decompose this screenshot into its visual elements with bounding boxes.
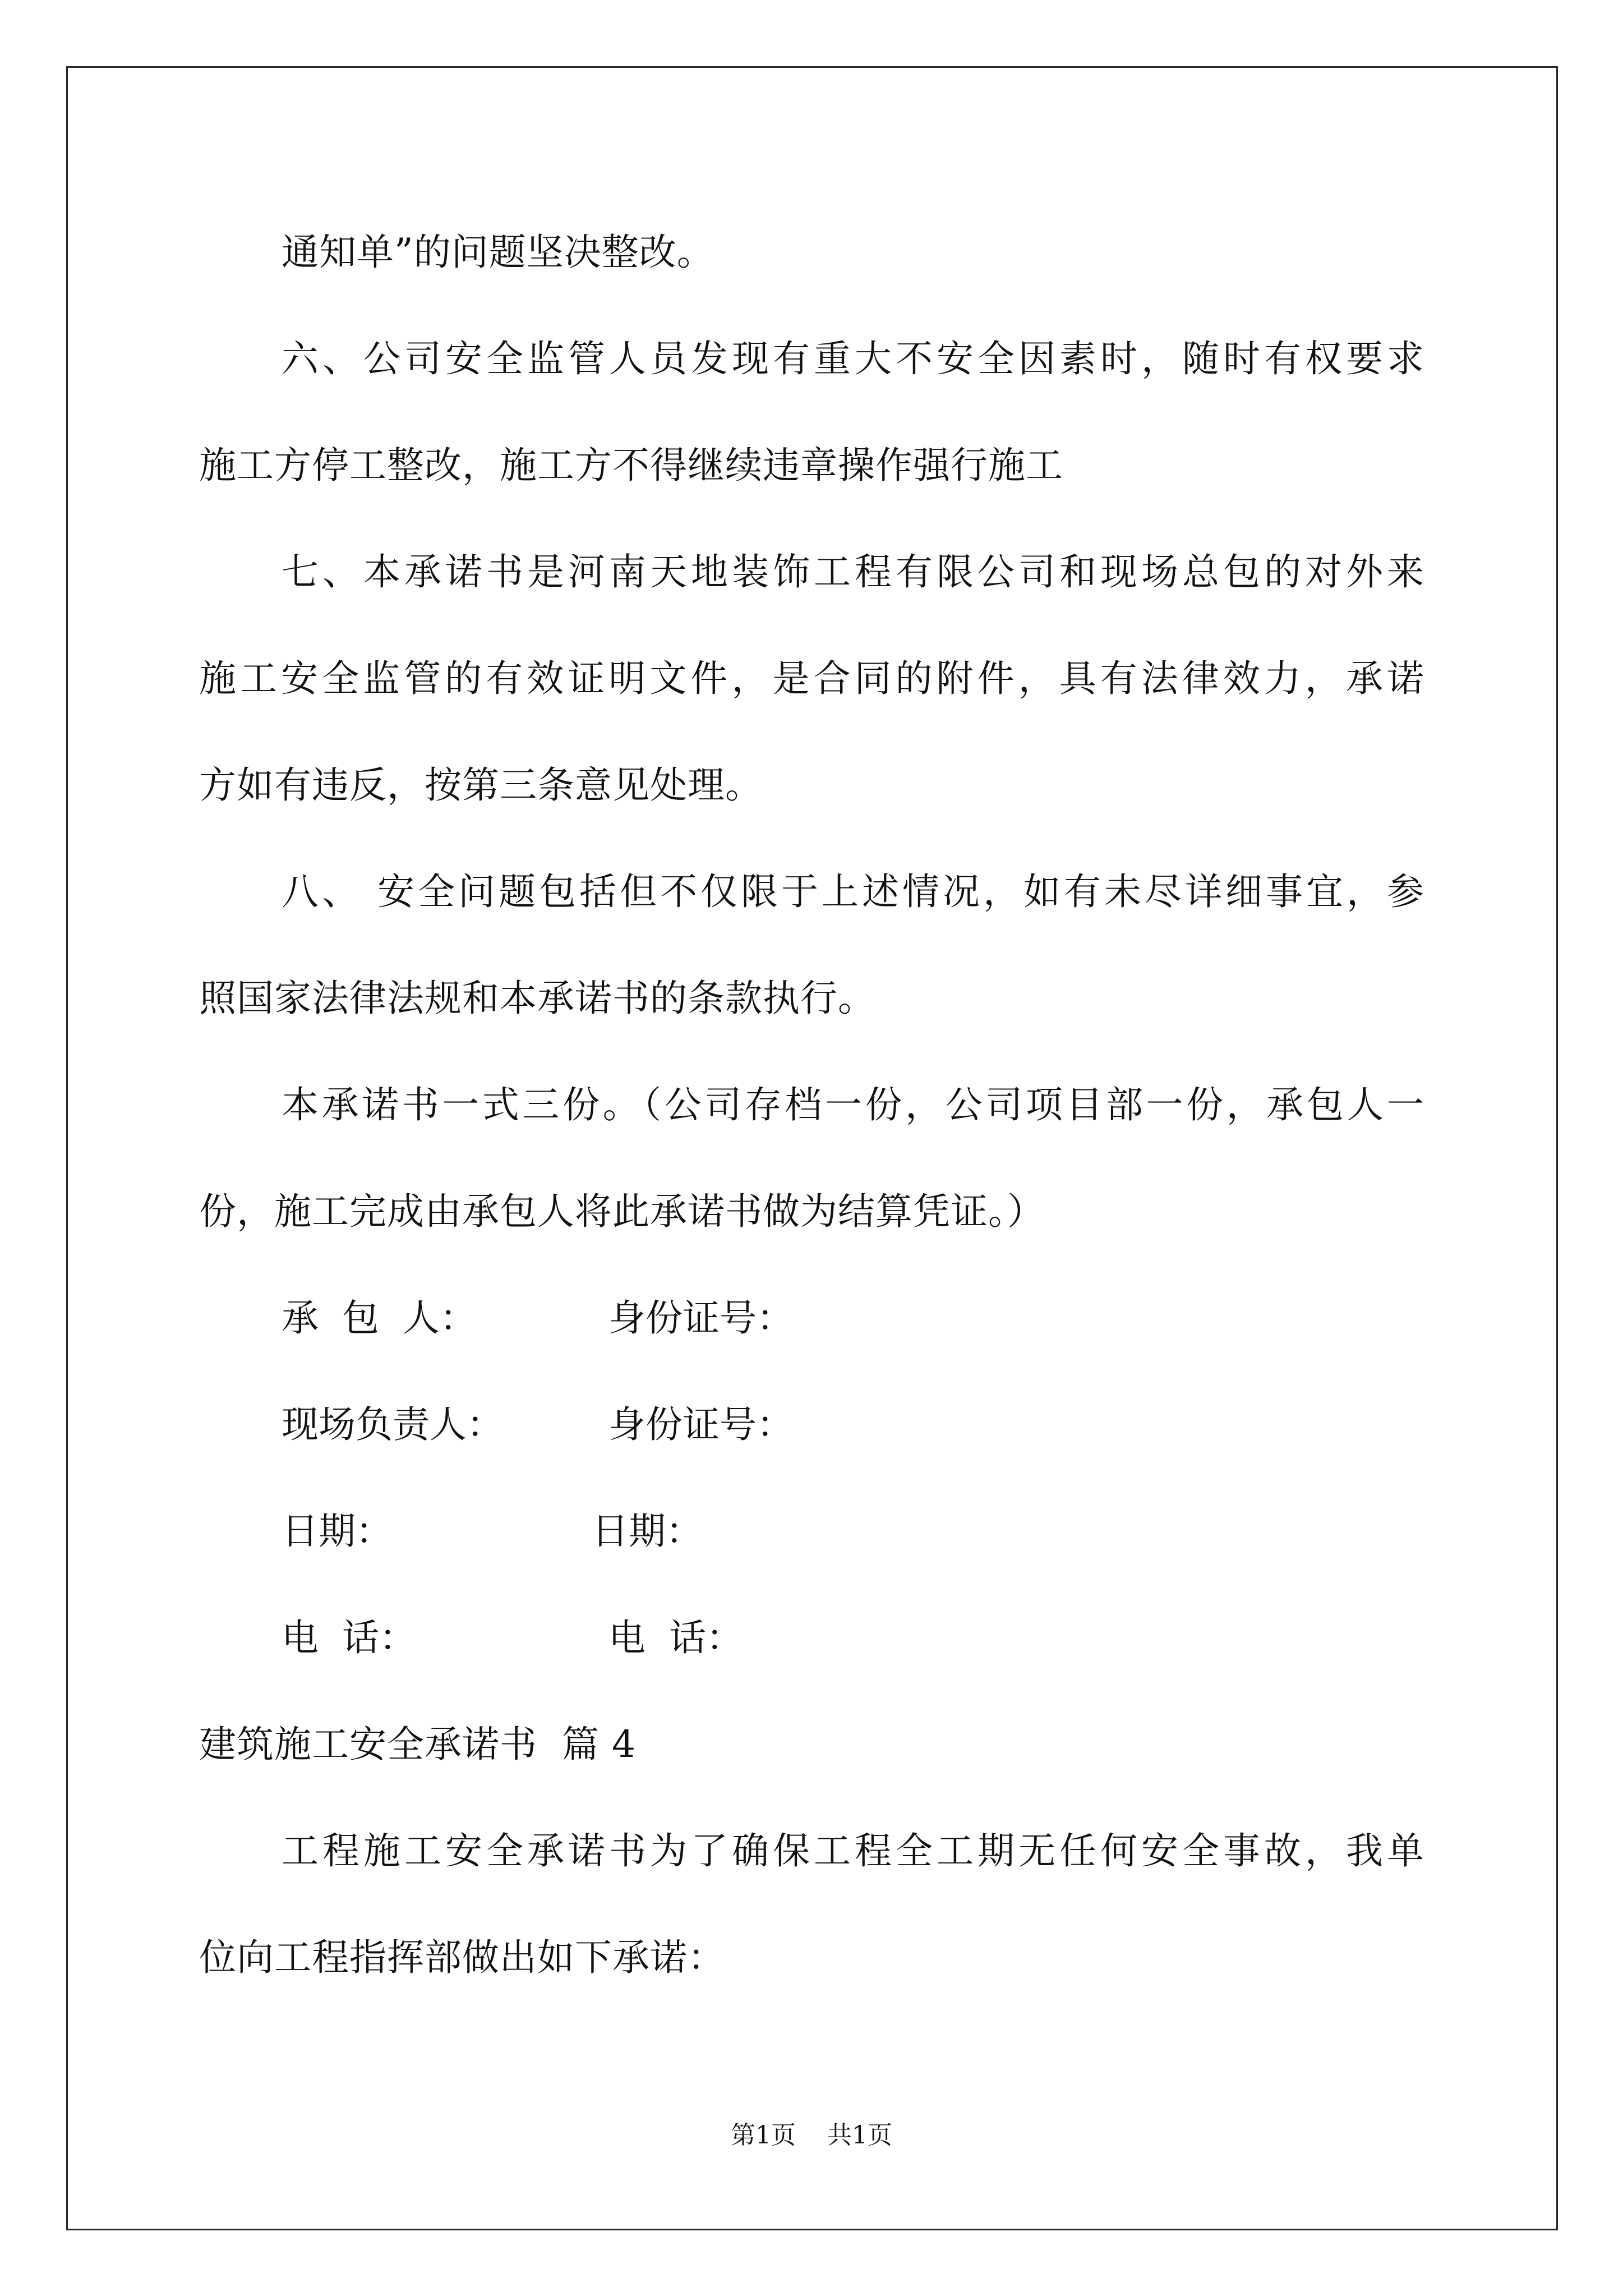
date-right-label: 日期： [592, 1510, 703, 1553]
page-border [66, 66, 1558, 2230]
paragraph-line: 施工方停工整改，施工方不得继续违章操作强行施工 [199, 444, 1063, 487]
section-heading: 建筑施工安全承诺书 篇 4 [199, 1723, 636, 1766]
paragraph-line: 工程施工安全承诺书为了确保工程全工期无任何安全事故，我单 [282, 1829, 1424, 1872]
page-footer: 第1页 共1页 [731, 2121, 892, 2150]
paragraph-line: 本承诺书一式三份。（公司存档一份，公司项目部一份，承包人一 [282, 1083, 1424, 1126]
paragraph-line: 七、本承诺书是河南天地装饰工程有限公司和现场总包的对外来 [282, 550, 1424, 593]
phone-left-label: 电 话： [282, 1616, 416, 1659]
site-manager-id-label: 身份证号： [608, 1403, 794, 1446]
paragraph-line: 六、公司安全监管人员发现有重大不安全因素时，随时有权要求 [282, 337, 1424, 380]
paragraph-line: 方如有违反，按第三条意见处理。 [199, 763, 763, 807]
date-left-label: 日期： [282, 1510, 393, 1553]
paragraph-line: 份，施工完成由承包人将此承诺书做为结算凭证。） [199, 1190, 1045, 1233]
paragraph-line: 通知单”的问题坚决整改。 [282, 231, 714, 274]
site-manager-label: 现场负责人： [282, 1403, 504, 1446]
paragraph-line: 位向工程指挥部做出如下承诺： [199, 1936, 725, 1979]
phone-right-label: 电 话： [608, 1616, 743, 1659]
contractor-id-label: 身份证号： [608, 1296, 794, 1340]
contractor-label: 承 包 人： [282, 1296, 477, 1340]
paragraph-line: 八、 安全问题包括但不仅限于上述情况，如有未尽详细事宜，参 [282, 870, 1424, 913]
paragraph-line: 施工安全监管的有效证明文件，是合同的附件，具有法律效力，承诺 [199, 657, 1424, 700]
paragraph-line: 照国家法律法规和本承诺书的条款执行。 [199, 977, 875, 1020]
